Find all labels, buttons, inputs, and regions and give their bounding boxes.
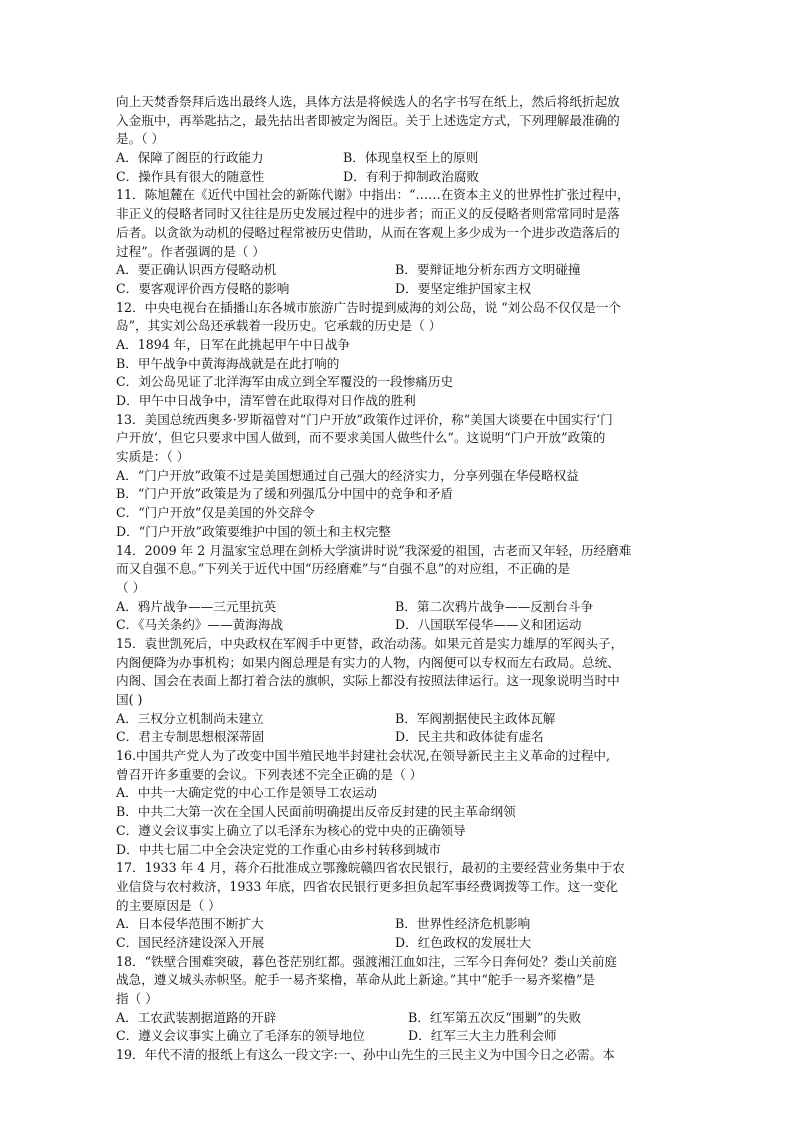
option-d: D．中共七届二中全会决定党的工作重心由乡村转移到城市 [116, 841, 441, 857]
option-c: C．君主专制思想根深蒂固 [116, 729, 265, 745]
option-a: A．鸦片战争——三元里抗英 [116, 598, 277, 614]
question-text: 而又自强不息。”下列关于近代中国“历经磨难”与“自强不息”的对应组，不正确的是 [116, 561, 571, 577]
question-text: 19．年代不清的报纸上有这么一段文字:一、孙中山先生的三民主义为中国今日之必需。本 [116, 1047, 615, 1063]
question-text: 指（ ） [116, 991, 158, 1006]
question-14 [116, 542, 678, 635]
exam-page [116, 93, 678, 1065]
question-text: 业信贷与农村救济，1933 年底，四省农民银行更多担负起军事经费调拨等工作。这一变化 [116, 878, 619, 894]
question-16 [116, 747, 678, 859]
question-text: 的主要原因是（ ） [116, 897, 221, 913]
option-b: B．中共二大第一次在全国人民面前明确提出反帝反封建的民主革命纲领 [116, 804, 516, 820]
question-text: （ ） [116, 579, 146, 595]
question-text: 向上天焚香祭拜后选出最终人选，具体方法是将候选人的名字书写在纸上，然后将纸折起放 [116, 94, 620, 109]
option-d: D．要坚定维护国家主权 [395, 280, 532, 296]
question-text: 入金瓶中，再举匙拈之，最先拈出者即被定为阁臣。关于上述选定方式，下列理解最准确的 [116, 112, 620, 128]
option-d: D．八国联军侵华——义和团运动 [395, 617, 582, 633]
question-text: 15．袁世凯死后，中央政权在军阀手中更替，政治动荡。如果元首是实力雄厚的军阀头子， [116, 635, 624, 651]
question-text: 过程”。作者强调的是（ ） [116, 243, 265, 259]
question-text: 17．1933 年 4 月，蒋介石批准成立鄂豫皖赣四省农民银行，最初的主要经营业务集中于农 [116, 860, 625, 876]
option-c: C．操作具有很大的随意性 [116, 168, 265, 184]
option-b: B．第二次鸦片战争——反割台斗争 [395, 598, 594, 614]
option-d: D．民主共和政体徒有虚名 [395, 729, 544, 745]
option-a: A．中共一大确定党的中心工作是领导工农运动 [116, 785, 377, 801]
question-text: 实质是：（ ） [116, 449, 190, 465]
option-b: B．世界性经济危机影响 [395, 916, 531, 932]
option-b: B．红军第五次反“围剿”的失败 [408, 1009, 582, 1025]
option-b: B．体现皇权至上的原则 [343, 150, 479, 166]
option-b: B．要辩证地分析东西方文明碰撞 [395, 262, 581, 278]
question-text: 非正义的侵略者同时又往往是历史发展过程中的进步者；而正义的反侵略者则常常同时是落 [116, 206, 620, 222]
question-text: 内阁、国会在表面上都打着合法的旗帜，实际上都没有按照法律运行。这一现象说明当时中 [116, 673, 620, 689]
option-d: D．红色政权的发展壮大 [395, 934, 532, 950]
option-a: A．“门户开放”政策不过是美国想通过自己强大的经济实力，分享列强在华侵略权益 [116, 467, 579, 483]
option-b: B．甲午战争中黄海海战就是在此打响的 [116, 355, 340, 371]
question-15 [116, 635, 678, 747]
option-d: D．甲午中日战争中，清军曾在此取得对日作战的胜利 [116, 393, 416, 408]
option-a: A．三权分立机制尚未建立 [116, 710, 264, 726]
option-c: C．国民经济建设深入开展 [116, 934, 265, 950]
option-b: B．“门户开放”政策是为了缓和列强瓜分中国中的竞争和矛盾 [116, 486, 453, 502]
question-text: 岛”，其实刘公岛还承载着一段历史。它承载的历史是（ ） [116, 318, 442, 334]
option-a: A．要正确认识西方侵略动机 [116, 262, 277, 278]
question-text: 11．陈旭麓在《近代中国社会的新陈代谢》中指出：“……在资本主义的世界性扩张过程中， [116, 187, 630, 203]
option-b: B．军阀割据使民主政体瓦解 [395, 710, 556, 726]
question-text: 14．2009 年 2 月温家宝总理在剑桥大学演讲时说“我深爱的祖国，古老而又年轻，历经磨难 [116, 542, 632, 558]
option-c: C．《马关条约》——黄海海战 [116, 617, 284, 633]
question-text: 后者。以贪欲为动机的侵略过程常被历史借助，从而在客观上多少成为一个进步改造落后的 [116, 224, 620, 240]
question-19 [116, 1046, 678, 1065]
option-c: C．要客观评价西方侵略的影响 [116, 280, 290, 296]
option-a: A．保障了阁臣的行政能力 [116, 150, 264, 166]
option-c: C．刘公岛见证了北洋海军由成立到全军覆没的一段惨痛历史 [116, 374, 454, 390]
question-11 [116, 186, 678, 298]
option-c: C．“门户开放”仅是美国的外交辞令 [116, 505, 315, 521]
question-text: 12．中央电视台在插播山东各城市旅游广告时提到威海的刘公岛，说 “刘公岛不仅仅是一个 [116, 299, 622, 315]
question-17 [116, 859, 678, 952]
option-d: D．“门户开放”政策要维护中国的领土和主权完整 [116, 523, 391, 539]
option-d: D．红军三大主力胜利会师 [408, 1028, 557, 1044]
option-a: A．1894 年，日军在此挑起甲午中日战争 [116, 336, 351, 352]
question-text: 户开放’，但它只要求中国人做到，而不要求美国人做些什么”。这说明“门户开放”政策的 [116, 430, 606, 446]
question-13 [116, 411, 678, 542]
question-text: 18．“铁壁合围难突破，暮色苍茫别红都。强渡湘江血如注，三军今日奔何处？娄山关前庭 [116, 953, 618, 969]
question-text: 国( ) [116, 692, 143, 707]
option-c: C．遵义会议事实上确立了以毛泽东为核心的党中央的正确领导 [116, 822, 466, 838]
option-a: A．日本侵华范围不断扩大 [116, 916, 264, 932]
question-text: 是。（ ） [116, 131, 165, 147]
question-text: 13．美国总统西奥多·罗斯福曾对“门户开放”政策作过评价，称“美国大谈要在中国实行‘门 [116, 411, 613, 427]
question-text: 战急，遵义城头赤帜坚。舵手一易齐桨橹，革命从此上新途。”其中“舵手一易齐桨橹”是 [116, 972, 595, 988]
question-text: 曾召开许多重要的会议。下列表述不完全正确的是（ ） [116, 766, 423, 782]
question-18 [116, 953, 678, 1046]
question-10 [116, 93, 678, 186]
option-c: C．遵义会议事实上确立了毛泽东的领导地位 [116, 1028, 365, 1044]
question-12 [116, 299, 678, 411]
question-text: 16.中国共产党人为了改变中国半殖民地半封建社会状况,在领导新民主主义革命的过程中, [116, 748, 611, 764]
question-text: 内阁便降为办事机构；如果内阁总理是有实力的人物，内阁便可以专权而左右政局。总统、 [116, 654, 620, 670]
option-a: A．工农武装割据道路的开辟 [116, 1009, 277, 1025]
option-d: D．有利于抑制政治腐败 [343, 168, 480, 184]
